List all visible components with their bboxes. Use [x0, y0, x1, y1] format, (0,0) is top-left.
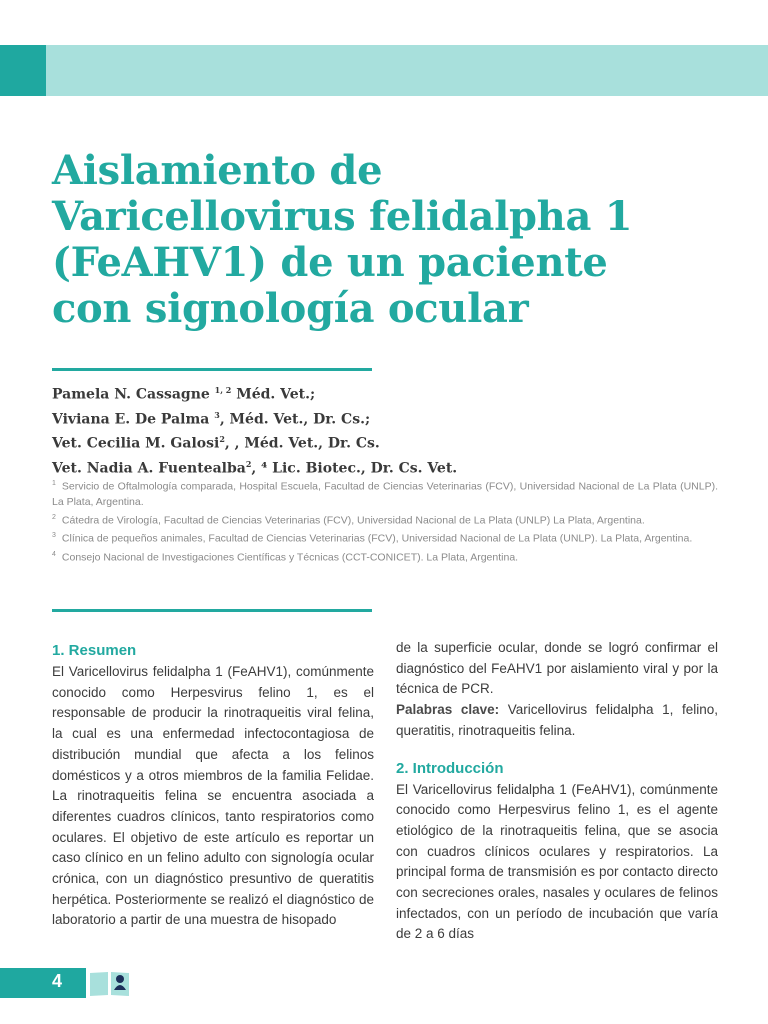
right-column	[396, 638, 718, 945]
affiliation: $^2$ Cátedra de Virología, Facultad de Ciencias Veterinarias (FCV), Universidad Nacional de La Plata (UNLP) La Plata, Argentina.	[52, 513, 645, 526]
affiliation: $^3$ Clínica de pequeños animales, Facultad de Ciencias Veterinarias (FCV), Universidad Nacional de La Plata (UNLP). La Plata, Argentina.	[52, 532, 693, 545]
author-line: Viviana E. De Palma $^3$, Méd. Vet., Dr. Cs.;	[52, 409, 371, 428]
keywords-text: Varicellovirus felidalpha 1, felino, queratitis, rinotraqueitis felina.	[396, 702, 718, 738]
section-heading-resumen: 1. Resumen	[52, 642, 137, 659]
title-line: con signología ocular	[52, 285, 529, 332]
keywords	[396, 700, 718, 741]
title-divider	[52, 368, 372, 371]
affiliation: $^4$ Consejo Nacional de Investigaciones Científicas y Técnicas (CCT-CONICET). La Plata, Argentina.	[52, 550, 519, 563]
page-number-box	[0, 968, 86, 998]
page-number: 4	[52, 971, 63, 991]
author-line: Pamela N. Cassagne $^{1, 2}$ Méd. Vet.;	[52, 385, 316, 403]
affiliations	[52, 476, 718, 565]
author-line: Vet. Cecilia M. Galosi$^2$, , Méd. Vet., Dr. Cs.	[52, 434, 380, 452]
section-heading-introduccion: 2. Introducción	[396, 759, 504, 777]
article-title	[52, 148, 742, 332]
author-line: Vet. Nadia A. Fuentealba$^2$, ⁴ Lic. Biotec., Dr. Cs. Vet.	[52, 458, 458, 477]
title-line: (FeAHV1) de un paciente	[52, 239, 608, 286]
author-list	[52, 380, 742, 479]
left-column	[52, 640, 374, 931]
affiliation: $^1$ Servicio de Oftalmología comparada, Hospital Escuela, Facultad de Ciencias Veterinarias (FCV), Universidad Nacional de La Plata (UNLP). La Plata, Argentina.	[52, 480, 718, 508]
keywords-label: Palabras clave:	[396, 702, 500, 718]
resumen-continuation: de la superficie ocular, donde se logró confirmar el diagnóstico del FeAHV1 por aislamiento viral y por la técnica de PCR.	[396, 640, 718, 697]
title-line: Aislamiento de	[52, 147, 383, 194]
introduccion-text: El Varicellovirus felidalpha 1 (FeAHV1), comúnmente conocido como Herpesvirus felino 1, es el agente etiológico de la rinotraqueitis felina, que se asocia con cuadros clínicos oculares y respiratorios. La principal forma de transmisión es por contacto directo con secreciones orales, nasales y oculares de felinos infectados, con un período de incubación que varía de 2 a 6 días	[396, 781, 718, 942]
resumen-text: El Varicellovirus felidalpha 1 (FeAHV1), comúnmente conocido como Herpesvirus felino 1, es el responsable de producir la rinotraqueitis viral felina, la cual es una enfermedad infectocontagiosa de distribución mundial que afecta a los felinos domésticos y a otros miembros de la familia Felidae. La rinotraqueitis felina se encuentra asociada a diferentes cuadros clínicos, tanto respiratorios como oculares. El objetivo de este artículo es reportar un caso clínico en un felino adulto con signología ocular crónica, con un diagnóstico presuntivo de queratitis herpética. Posteriormente se realizó el diagnóstico de laboratorio a partir de una muestra de hisopado	[52, 664, 374, 928]
title-line: Varicellovirus felidalpha 1	[52, 193, 633, 240]
header-band	[0, 45, 768, 96]
journal-logo-icon	[89, 968, 131, 998]
section-divider	[52, 609, 372, 612]
header-band-accent	[0, 45, 46, 96]
